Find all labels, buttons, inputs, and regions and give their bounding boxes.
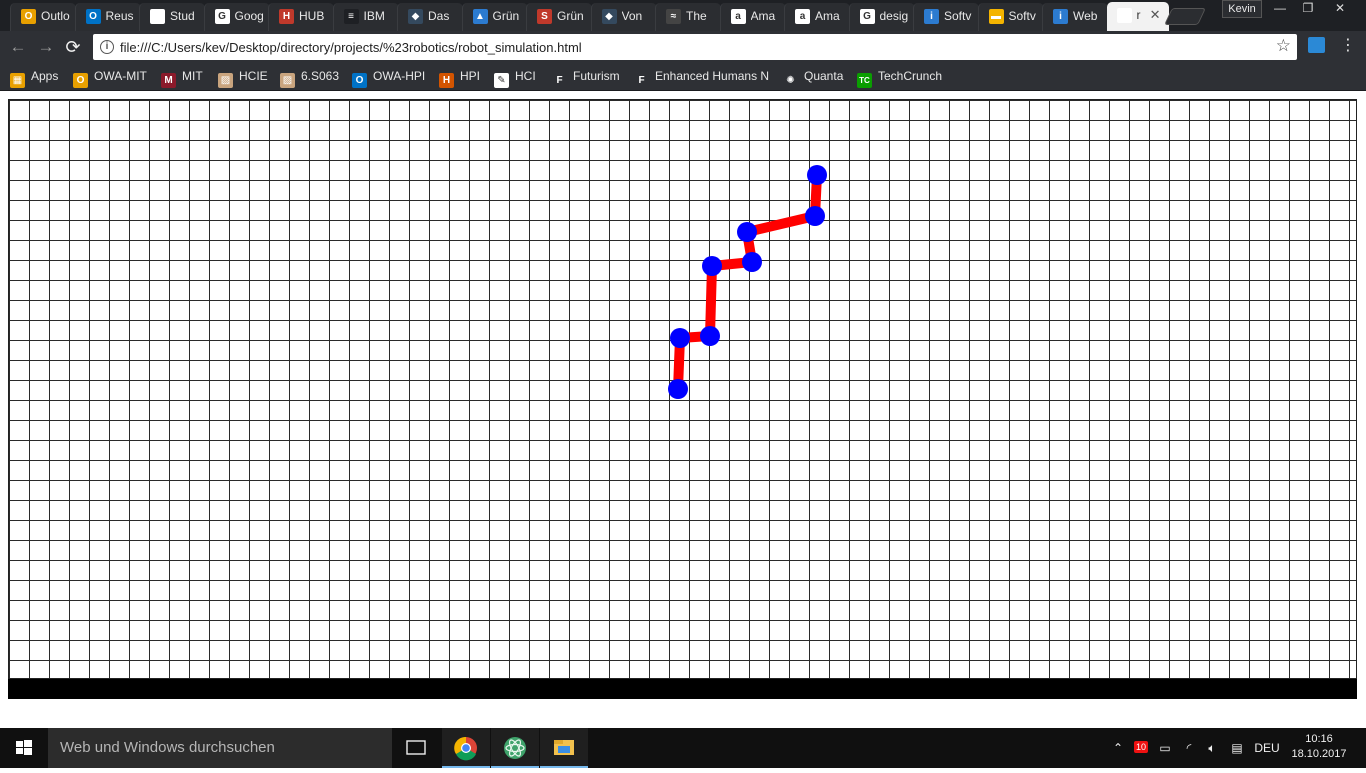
- forward-button[interactable]: →: [37, 37, 55, 56]
- apps-grid-icon: ▦: [10, 73, 25, 88]
- bookmark-label: 6.S063: [301, 69, 340, 83]
- tab[interactable]: [462, 3, 528, 31]
- tab[interactable]: [204, 3, 270, 31]
- clock-time: 10:16: [1305, 733, 1333, 745]
- tab[interactable]: [526, 3, 592, 31]
- clock-date: 18.10.2017: [1291, 748, 1347, 760]
- chrome-taskbar-app[interactable]: [442, 728, 490, 768]
- bookmark-label: Quanta: [804, 69, 844, 83]
- bookmark-apps[interactable]: [10, 68, 58, 86]
- tab[interactable]: [268, 3, 334, 31]
- bookmark-label: MIT: [182, 69, 203, 83]
- tab[interactable]: [333, 3, 399, 31]
- tab[interactable]: [10, 3, 76, 31]
- quanta-icon: ✺: [783, 73, 798, 88]
- tab-title: desig: [879, 9, 909, 23]
- bookmark-quanta[interactable]: [783, 68, 843, 86]
- bookmark-label: HPI: [460, 69, 481, 83]
- tab[interactable]: [1042, 3, 1108, 31]
- clock[interactable]: [1286, 732, 1352, 762]
- bookmark-label: OWA-HPI: [373, 69, 426, 83]
- bookmark-label: Apps: [31, 69, 59, 83]
- ibm-icon: ≡: [344, 9, 359, 24]
- robot-joints: [668, 165, 827, 399]
- robot-arm-canvas: [0, 92, 1366, 728]
- tab-title: Goog: [234, 9, 264, 23]
- robot-link: [747, 216, 815, 232]
- book-icon: ≈: [666, 9, 681, 24]
- robot-joint: [668, 379, 688, 399]
- bookmark-label: HCI: [515, 69, 536, 83]
- robot-joint: [805, 206, 825, 226]
- tab-title: Web: [1073, 9, 1098, 23]
- bookmark-label: Futurism: [573, 69, 620, 83]
- bookmark-techcrunch[interactable]: [857, 68, 942, 86]
- tab-title: Von: [621, 9, 643, 23]
- tab-title: IBM: [363, 9, 385, 23]
- close-tab-icon[interactable]: ✕: [1149, 7, 1161, 22]
- mit-icon: M: [161, 73, 176, 88]
- document-icon: [1117, 8, 1132, 23]
- tab[interactable]: [913, 3, 979, 31]
- amazon-icon: a: [731, 9, 746, 24]
- tab-strip: [0, 0, 1366, 31]
- bookmark-label: TechCrunch: [878, 69, 943, 83]
- tab[interactable]: [139, 3, 205, 31]
- google-drive-icon: G: [215, 9, 230, 24]
- reload-button[interactable]: ⟳: [65, 37, 81, 57]
- atom-icon: [491, 728, 539, 768]
- bookmark-hpi[interactable]: [439, 68, 480, 86]
- tab[interactable]: [655, 3, 721, 31]
- browser-toolbar: [0, 31, 1366, 63]
- bookmark-label: HCIE: [239, 69, 268, 83]
- back-button[interactable]: ←: [9, 37, 27, 56]
- tab-title: Reus: [105, 9, 134, 23]
- task-view-button[interactable]: [392, 728, 440, 768]
- slides-icon: ▬: [989, 9, 1004, 24]
- tab-title: Outlo: [41, 9, 70, 23]
- info-icon[interactable]: i: [100, 40, 114, 54]
- bottom-bar: [8, 679, 1357, 699]
- image-icon: ▨: [218, 73, 233, 88]
- hpi-icon: H: [439, 73, 454, 88]
- tab-title: r: [1136, 8, 1141, 22]
- outlook-mail-icon: O: [352, 73, 367, 88]
- futurism-icon: F: [552, 73, 567, 88]
- tab-active[interactable]: [1107, 2, 1169, 31]
- hub-icon: H: [279, 9, 294, 24]
- minimize-button[interactable]: —: [1274, 1, 1286, 15]
- atom-taskbar-app[interactable]: [491, 728, 539, 768]
- robot-link: [710, 266, 712, 336]
- outlook-mail-icon: O: [86, 9, 101, 24]
- folder-icon: [540, 728, 588, 768]
- bookmark-enhanced-humans-n[interactable]: [634, 68, 769, 86]
- language-indicator[interactable]: DEU: [1254, 741, 1280, 755]
- url-text[interactable]: file:///C:/Users/kev/Desktop/directory/projects/%23robotics/robot_simulation.html: [120, 40, 582, 55]
- tab-title: Grün: [557, 9, 584, 23]
- bookmark-label: OWA-MIT: [94, 69, 147, 83]
- wifi-icon[interactable]: ◜: [1186, 741, 1192, 755]
- tab[interactable]: [720, 3, 786, 31]
- new-tab-button[interactable]: [1164, 8, 1206, 25]
- robot-joint: [742, 252, 762, 272]
- chrome-icon: [442, 728, 490, 768]
- notification-badge-icon[interactable]: [1132, 728, 1150, 768]
- google-icon: G: [860, 9, 875, 24]
- tab-title: HUB: [299, 9, 325, 23]
- tab-title: Stud: [170, 9, 195, 23]
- bookmark-label: Enhanced Humans N: [655, 69, 770, 83]
- outlook-icon: O: [73, 73, 88, 88]
- address-bar[interactable]: [93, 34, 1297, 60]
- close-window-button[interactable]: ✕: [1334, 1, 1346, 15]
- profile-button[interactable]: Kevin: [1222, 0, 1262, 18]
- tab-title: Das: [428, 9, 450, 23]
- robot-joint: [702, 256, 722, 276]
- shield-icon: ◆: [602, 9, 617, 24]
- document-icon: [150, 9, 165, 24]
- chart-icon: ▲: [473, 9, 488, 24]
- menu-icon[interactable]: ⋮: [1340, 37, 1356, 54]
- techcrunch-icon: TC: [857, 73, 872, 88]
- tab[interactable]: [75, 3, 141, 31]
- tab[interactable]: [784, 3, 850, 31]
- robot-joint: [807, 165, 827, 185]
- startup-icon: S: [537, 9, 552, 24]
- bookmark-hcie[interactable]: [218, 68, 268, 86]
- start-button[interactable]: [0, 728, 48, 768]
- restore-button[interactable]: ❐: [1302, 1, 1314, 15]
- info-person-icon: i: [924, 9, 939, 24]
- tab-title: Grün: [492, 9, 520, 23]
- battery-icon[interactable]: ▭: [1159, 741, 1171, 755]
- task-view-icon: [392, 728, 440, 768]
- taskbar-search-input[interactable]: Web und Windows durchsuchen: [48, 728, 392, 768]
- amazon-icon: a: [795, 9, 810, 24]
- action-center-icon[interactable]: ▤: [1231, 741, 1243, 755]
- bookmark-star-icon[interactable]: ☆: [1275, 36, 1291, 55]
- tab-title: Softv: [1008, 9, 1036, 23]
- tab[interactable]: [849, 3, 915, 31]
- bookmark-hci[interactable]: [494, 68, 536, 86]
- tab-title: Softv: [944, 9, 972, 23]
- hci-icon: ✎: [494, 73, 509, 88]
- extension-icon[interactable]: [1308, 37, 1325, 53]
- tab[interactable]: [397, 3, 463, 31]
- shield-icon: ◆: [408, 9, 423, 24]
- tab-title: Ama: [815, 9, 840, 23]
- info-person-icon: i: [1053, 9, 1068, 24]
- tab[interactable]: [978, 3, 1044, 31]
- robot-joint: [737, 222, 757, 242]
- page-viewport: [0, 92, 1366, 728]
- bookmark-futurism[interactable]: [552, 68, 620, 86]
- file-explorer-taskbar-app[interactable]: [540, 728, 588, 768]
- notification-count: 10: [1135, 742, 1146, 752]
- image-icon: ▨: [280, 73, 295, 88]
- bookmark-owa-mit[interactable]: [73, 68, 147, 86]
- robot-joint: [700, 326, 720, 346]
- tab-title: Ama: [750, 9, 776, 23]
- windows-taskbar: [0, 728, 1366, 768]
- volume-icon[interactable]: 🔈︎: [1208, 741, 1216, 755]
- robot-joint: [670, 328, 690, 348]
- futurism-icon: F: [634, 73, 649, 88]
- windows-logo-icon: [0, 728, 48, 768]
- tab-title: The: [686, 9, 707, 23]
- bookmark-6-s063[interactable]: [280, 68, 339, 86]
- bookmarks-bar: [0, 63, 1366, 91]
- robot-links: [678, 175, 817, 389]
- tab[interactable]: [591, 3, 657, 31]
- tray-chevron-icon[interactable]: ⌃: [1112, 741, 1124, 755]
- bookmark-mit[interactable]: [161, 68, 203, 86]
- bookmark-owa-hpi[interactable]: [352, 68, 425, 86]
- outlook-icon: O: [21, 9, 36, 24]
